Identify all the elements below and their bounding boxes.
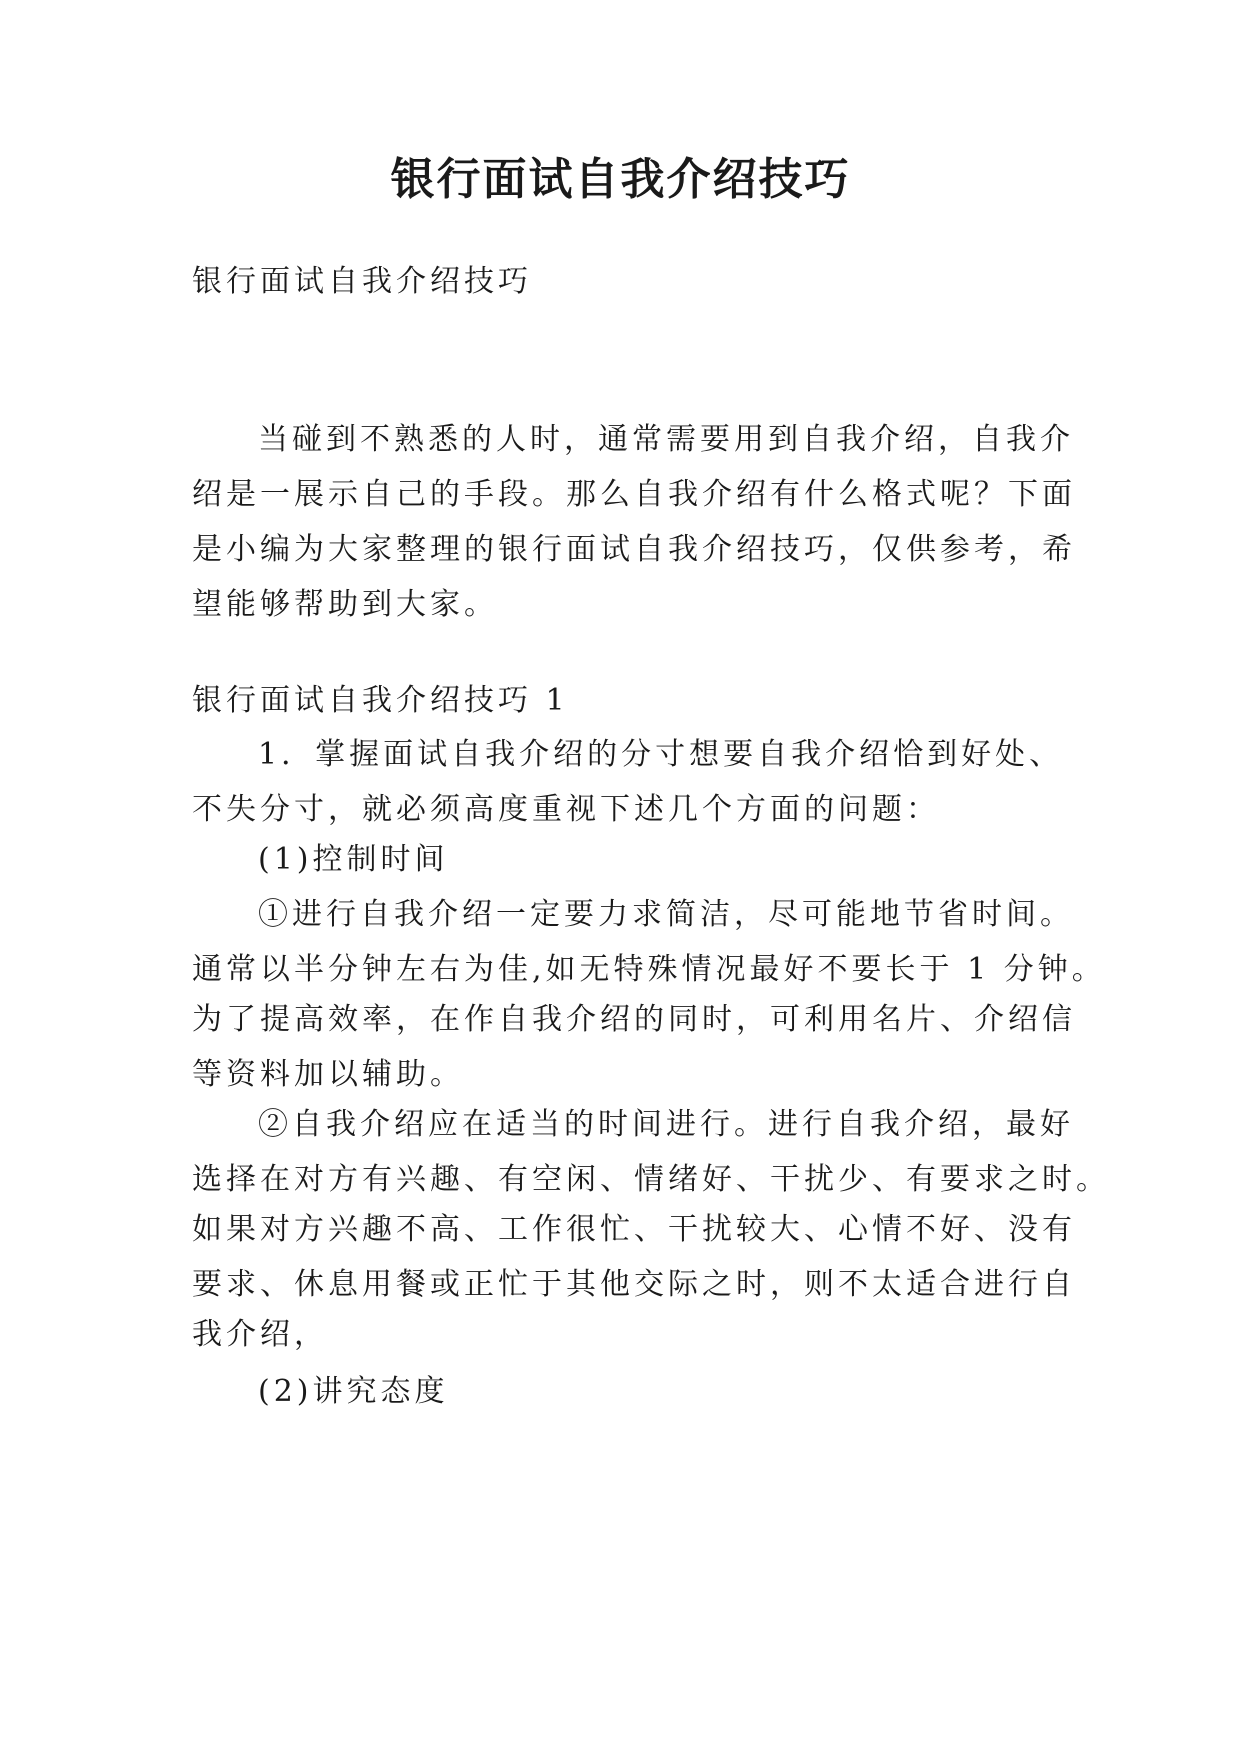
item-line: 为了提高效率，在作自我介绍的同时，可利用名片、介绍信 <box>192 1002 1076 1037</box>
item-line: 如果对方兴趣不高、工作很忙、干扰较大、心情不好、没有 <box>192 1212 1076 1247</box>
item-line: 要求、休息用餐或正忙于其他交际之时，则不太适合进行自 <box>192 1267 1076 1302</box>
item-line: ②自我介绍应在适当的时间进行。进行自我介绍，最好 <box>258 1107 1074 1142</box>
intro-line: 当碰到不熟悉的人时，通常需要用到自我介绍，自我介 <box>258 422 1074 457</box>
subsection-heading: (2)讲究态度 <box>258 1374 449 1409</box>
intro-line: 是小编为大家整理的银行面试自我介绍技巧，仅供参考，希 <box>192 532 1076 567</box>
intro-line: 望能够帮助到大家。 <box>192 587 498 622</box>
item-line: 通常以半分钟左右为佳,如无特殊情况最好不要长于 1 分钟。 <box>192 952 1106 987</box>
document-subtitle: 银行面试自我介绍技巧 <box>192 264 532 299</box>
item-line: ①进行自我介绍一定要力求简洁，尽可能地节省时间。 <box>258 897 1074 932</box>
point-line: 1．掌握面试自我介绍的分寸想要自我介绍恰到好处、 <box>258 737 1064 772</box>
intro-line: 绍是一展示自己的手段。那么自我介绍有什么格式呢？下面 <box>192 477 1076 512</box>
subsection-heading: (1)控制时间 <box>258 842 449 877</box>
item-line: 我介绍， <box>192 1317 328 1352</box>
item-line: 选择在对方有兴趣、有空闲、情绪好、干扰少、有要求之时。 <box>192 1162 1110 1197</box>
point-line: 不失分寸，就必须高度重视下述几个方面的问题： <box>192 792 940 827</box>
document-title: 银行面试自我介绍技巧 <box>390 154 851 205</box>
item-line: 等资料加以辅助。 <box>192 1057 464 1092</box>
section-heading: 银行面试自我介绍技巧 1 <box>192 683 569 718</box>
